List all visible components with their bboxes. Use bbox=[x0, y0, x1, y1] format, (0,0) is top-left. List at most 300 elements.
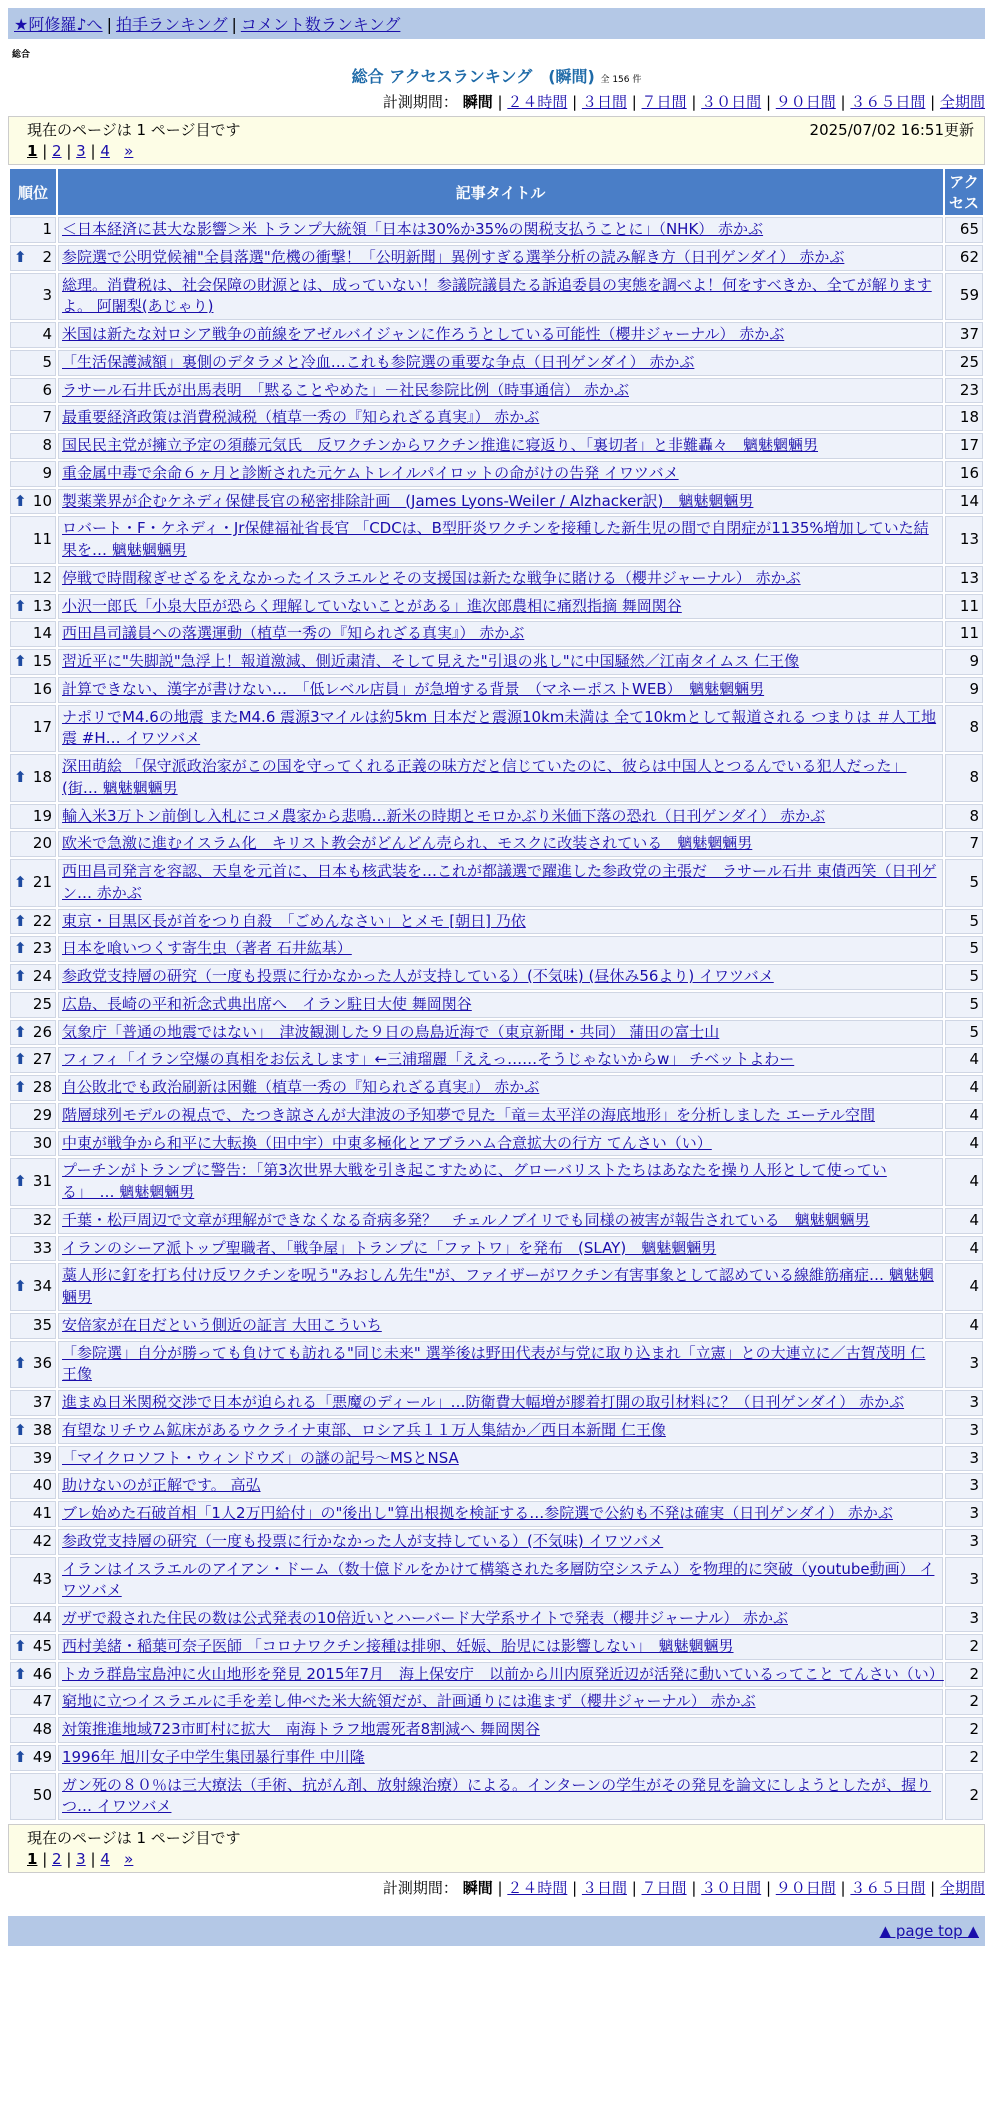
title-cell bbox=[58, 1606, 943, 1632]
updated-timestamp: 2025/07/02 16:51更新 bbox=[809, 121, 974, 139]
rank-number: 25 bbox=[32, 994, 52, 1013]
access-count: 4 bbox=[945, 1158, 983, 1206]
rank-number: 21 bbox=[32, 872, 52, 891]
title-cell bbox=[58, 350, 943, 376]
article-title-link[interactable]: 小沢一郎氏「小泉大臣が恐らく理解していないことがある」進次郎農相に痛烈指摘 舞岡関谷 bbox=[62, 596, 682, 615]
table-row bbox=[10, 964, 983, 990]
title-cell bbox=[58, 1103, 943, 1129]
rank-number: 12 bbox=[32, 568, 52, 587]
title-cell bbox=[58, 461, 943, 487]
rank-cell bbox=[10, 1103, 56, 1129]
page-top-link[interactable]: ▲ page top ▲ bbox=[879, 1922, 979, 1940]
article-title-link[interactable]: 参政党支持層の研究（一度も投票に行かなかった人が支持している）(不気味) イワツバメ bbox=[62, 1531, 664, 1550]
rank-up-arrow-icon: ⬆ bbox=[14, 1172, 27, 1191]
rank-cell bbox=[10, 1236, 56, 1262]
rank-cell bbox=[10, 1606, 56, 1632]
access-count: 4 bbox=[945, 1131, 983, 1157]
rank-number: 10 bbox=[32, 491, 52, 510]
rank-number: 31 bbox=[32, 1172, 52, 1191]
rank-number: 15 bbox=[32, 652, 52, 670]
access-count: 13 bbox=[945, 566, 983, 592]
rank-cell bbox=[10, 1745, 56, 1771]
article-title-link[interactable]: 1996年 旭川女子中学生集団暴行事件 中川隆 bbox=[62, 1747, 365, 1766]
article-title-link[interactable]: 安倍家が在日だという側近の証言 大田こういち bbox=[62, 1315, 382, 1334]
rank-number: 4 bbox=[42, 325, 52, 343]
rank-number: 39 bbox=[32, 1448, 52, 1467]
rank-cell bbox=[10, 1020, 56, 1046]
header-title: 記事タイトル bbox=[58, 169, 943, 215]
access-count: 4 bbox=[945, 1263, 983, 1311]
period-link-30d-bottom[interactable]: ３０日間 bbox=[701, 1879, 762, 1897]
page-link-3-bottom[interactable]: 3 bbox=[76, 1850, 86, 1868]
table-row bbox=[10, 378, 983, 404]
rank-cell bbox=[10, 1689, 56, 1715]
ranking-title-text: 総合 アクセスランキング (瞬間) bbox=[351, 67, 595, 86]
rank-up-arrow-icon: ⬆ bbox=[14, 247, 27, 266]
rank-number: 7 bbox=[42, 408, 52, 427]
rank-number: 38 bbox=[32, 1420, 52, 1439]
table-row bbox=[10, 1390, 983, 1416]
rank-number: 49 bbox=[32, 1747, 52, 1766]
rank-up-arrow-icon: ⬆ bbox=[14, 967, 27, 985]
access-count: 4 bbox=[945, 1047, 983, 1073]
rank-cell bbox=[10, 705, 56, 753]
period-link-7d[interactable]: ７日間 bbox=[641, 93, 687, 111]
rank-number: 9 bbox=[42, 463, 52, 482]
page-current: 1 bbox=[27, 142, 38, 160]
table-row bbox=[10, 1103, 983, 1129]
rank-up-arrow-icon: ⬆ bbox=[14, 1050, 27, 1069]
article-title-link[interactable]: 進まぬ日米関税交渉で日本が迫られる「悪魔のディール」…防衛費大幅増が膠着打開の取引材料に？（日刊ゲンダイ） 赤かぶ bbox=[62, 1393, 905, 1411]
article-title-link[interactable]: 西村美緒・稲葉可奈子医師 「コロナワクチン接種は排卵、妊娠、胎児には影響しない」 魑魅魍魎男 bbox=[62, 1636, 734, 1655]
table-row bbox=[10, 350, 983, 376]
header-rank: 順位 bbox=[10, 169, 56, 215]
article-title-link[interactable]: 「参院選」自分が勝っても負けても訪れる"同じ未来" 選挙後は野田代表が与党に取り込まれ「立憲」との大連立に／古賀茂明 仁王像 bbox=[62, 1343, 926, 1384]
article-title-link[interactable]: イランのシーア派トップ聖職者、「戦争屋」トランプに「ファトワ」を発布 (SLAY) 魑魅魍魎男 bbox=[62, 1238, 717, 1257]
access-count: 18 bbox=[945, 405, 983, 431]
table-row bbox=[10, 677, 983, 703]
period-link-3d[interactable]: ３日間 bbox=[581, 93, 627, 111]
rank-cell bbox=[10, 1557, 56, 1605]
article-title-link[interactable]: 最重要経済政策は消費税減税（植草一秀の『知られざる真実』） 赤かぶ bbox=[62, 408, 540, 427]
table-header-row bbox=[10, 169, 983, 215]
article-title-link[interactable]: トカラ群島宝島沖に火山地形を発見 2015年7月 海上保安庁 以前から川内原発近辺が活発に動いているってこと てんさい（い） bbox=[62, 1664, 944, 1683]
table-row bbox=[10, 1557, 983, 1605]
table-row bbox=[10, 1047, 983, 1073]
page-link-4-bottom[interactable]: 4 bbox=[100, 1850, 110, 1868]
article-title-link[interactable]: ＜日本経済に甚大な影響＞米 トランプ大統領「日本は30%か35%の関税支払うことに」（NHK） 赤かぶ bbox=[62, 220, 764, 238]
rank-cell bbox=[10, 516, 56, 564]
article-title-link[interactable]: 参院選で公明党候補"全員落選"危機の衝撃！「公明新聞」異例すぎる選挙分析の読み解き方（日刊ゲンダイ） 赤かぶ bbox=[62, 247, 845, 266]
period-link-90d-bottom[interactable]: ９０日間 bbox=[775, 1879, 836, 1897]
title-cell bbox=[58, 1418, 943, 1444]
rank-up-arrow-icon: ⬆ bbox=[14, 1277, 27, 1296]
period-link-3d-bottom[interactable]: ３日間 bbox=[581, 1879, 627, 1897]
rank-up-arrow-icon: ⬆ bbox=[14, 652, 27, 670]
table-row bbox=[10, 1745, 983, 1771]
period-link-30d[interactable]: ３０日間 bbox=[701, 93, 762, 111]
title-cell bbox=[58, 1473, 943, 1499]
rank-cell bbox=[10, 1529, 56, 1555]
ranking-table bbox=[8, 167, 985, 1822]
table-row bbox=[10, 1634, 983, 1660]
article-title-link[interactable]: 「生活保護減額」裏側のデタラメと冷血…これも参院選の重要な争点（日刊ゲンダイ） 赤かぶ bbox=[62, 352, 695, 371]
rank-up-arrow-icon: ⬆ bbox=[14, 1354, 27, 1373]
rank-cell bbox=[10, 754, 56, 802]
article-title-link[interactable]: ロバート・F・ケネディ・Jr保健福祉省長官 「CDCは、B型肝炎ワクチンを接種した新生児の間で自閉症が1135%増加していた結果を… 魑魅魍魎男 bbox=[62, 519, 929, 559]
article-title-link[interactable]: 米国は新たな対ロシア戦争の前線をアゼルバイジャンに作ろうとしている可能性（櫻井ジャーナル） 赤かぶ bbox=[62, 325, 785, 343]
access-count: 3 bbox=[945, 1418, 983, 1444]
rank-cell bbox=[10, 217, 56, 243]
article-title-link[interactable]: ガン死の８０％は三大療法（手術、抗がん剤、放射線治療）による。インターンの学生がその発見を論文にしようとしたが、握りつ… イワツバメ bbox=[62, 1775, 932, 1816]
rank-cell bbox=[10, 649, 56, 675]
title-cell bbox=[58, 594, 943, 620]
table-row bbox=[10, 594, 983, 620]
page-info-text: 現在のページは 1 ページ目です bbox=[27, 121, 241, 139]
rank-cell bbox=[10, 273, 56, 321]
article-title-link[interactable]: フィフィ「イラン空爆の真相をお伝えします」←三浦瑠麗「ええっ……そうじゃないからw」 チベットよわー bbox=[62, 1050, 795, 1069]
rank-up-arrow-icon: ⬆ bbox=[14, 1747, 27, 1766]
title-cell bbox=[58, 489, 943, 515]
title-cell bbox=[58, 322, 943, 348]
access-count: 4 bbox=[945, 1313, 983, 1339]
table-row bbox=[10, 516, 983, 564]
access-count: 2 bbox=[945, 1634, 983, 1660]
table-row bbox=[10, 936, 983, 962]
rank-number: 18 bbox=[32, 767, 52, 786]
rank-up-arrow-icon: ⬆ bbox=[14, 596, 27, 615]
rank-cell bbox=[10, 1501, 56, 1527]
rank-cell bbox=[10, 405, 56, 431]
title-cell bbox=[58, 859, 943, 907]
period-link-24h[interactable]: ２４時間 bbox=[507, 93, 568, 111]
rank-number: 16 bbox=[32, 679, 52, 698]
article-title-link[interactable]: 窮地に立つイスラエルに手を差し伸べた米大統領だが、計画通りには進まず（櫻井ジャーナル） 赤かぶ bbox=[62, 1692, 756, 1711]
table-row bbox=[10, 566, 983, 592]
access-count: 9 bbox=[945, 677, 983, 703]
rank-number: 8 bbox=[42, 436, 52, 454]
title-cell bbox=[58, 1131, 943, 1157]
access-count: 8 bbox=[945, 754, 983, 802]
rank-up-arrow-icon: ⬆ bbox=[14, 1636, 27, 1655]
article-title-link[interactable]: 参政党支持層の研究（一度も投票に行かなかった人が支持している）(不気味) (昼休み56より) イワツバメ bbox=[62, 967, 774, 985]
article-title-link[interactable]: 気象庁「普通の地震ではない」 津波観測した９日の鳥島近海で（東京新聞・共同） 蒲田の富士山 bbox=[62, 1022, 720, 1041]
table-row bbox=[10, 489, 983, 515]
article-title-link[interactable]: プーチンがトランプに警告：「第3次世界大戦を引き起こすために、グローバリストたちはあなたを操り人形として使っている」 … 魑魅魍魎男 bbox=[62, 1161, 887, 1201]
table-row bbox=[10, 1313, 983, 1339]
page bbox=[8, 0, 985, 1946]
title-cell bbox=[58, 804, 943, 830]
rank-cell bbox=[10, 1075, 56, 1101]
nav-link-clap-ranking[interactable]: 拍手ランキング bbox=[115, 15, 228, 34]
rank-number: 37 bbox=[32, 1393, 52, 1411]
title-cell bbox=[58, 1662, 943, 1688]
page-current-bottom: 1 bbox=[27, 1850, 38, 1868]
article-title-link[interactable]: 日本を喰いつくす寄生虫（著者 石井紘基） bbox=[62, 939, 352, 958]
rank-number: 36 bbox=[32, 1354, 52, 1373]
access-count: 13 bbox=[945, 516, 983, 564]
access-count: 7 bbox=[945, 831, 983, 857]
access-count: 3 bbox=[945, 1341, 983, 1389]
rank-cell bbox=[10, 909, 56, 935]
table-row bbox=[10, 909, 983, 935]
bottom-bar bbox=[8, 1916, 985, 1946]
rank-number: 14 bbox=[32, 624, 52, 643]
title-cell bbox=[58, 1390, 943, 1416]
page-link-2-bottom[interactable]: 2 bbox=[52, 1850, 62, 1868]
rank-number: 6 bbox=[42, 380, 52, 399]
article-title-link[interactable]: 広島、長崎の平和祈念式典出席へ イラン駐日大使 舞岡関谷 bbox=[62, 994, 472, 1013]
table-row bbox=[10, 322, 983, 348]
table-row bbox=[10, 1236, 983, 1262]
table-row bbox=[10, 1131, 983, 1157]
nav-link-comment-ranking[interactable]: コメント数ランキング bbox=[240, 15, 401, 34]
title-cell bbox=[58, 1313, 943, 1339]
header-access: アクセス bbox=[945, 169, 983, 215]
page-next-link[interactable]: » bbox=[124, 142, 134, 160]
rank-up-arrow-icon: ⬆ bbox=[14, 939, 27, 958]
rank-cell bbox=[10, 566, 56, 592]
table-row bbox=[10, 217, 983, 243]
rank-up-arrow-icon: ⬆ bbox=[14, 491, 27, 510]
rank-number: 33 bbox=[32, 1238, 52, 1257]
table-row bbox=[10, 1773, 983, 1821]
rank-cell bbox=[10, 804, 56, 830]
title-cell bbox=[58, 405, 943, 431]
period-selector-top: 計測期間： 瞬間 | ２４時間 | ３日間 | ７日間 | ３０日間 | ９０日間 | ３６５日間 | 全期間 bbox=[382, 93, 985, 111]
period-current-bottom: 瞬間 bbox=[462, 1879, 493, 1897]
article-title-link[interactable]: 重金属中毒で余命６ヶ月と診断された元ケムトレイルパイロットの命がけの告発 イワツバメ bbox=[62, 463, 679, 482]
access-count: 5 bbox=[945, 909, 983, 935]
title-cell bbox=[58, 1208, 943, 1234]
rank-cell bbox=[10, 350, 56, 376]
article-title-link[interactable]: 有望なリチウム鉱床があるウクライナ東部、ロシア兵１１万人集結か／西日本新聞 仁王像 bbox=[62, 1420, 666, 1439]
table-row bbox=[10, 649, 983, 675]
article-title-link[interactable]: 停戦で時間稼ぎせざるをえなかったイスラエルとその支援国は新たな戦争に賭ける（櫻井ジャーナル） 赤かぶ bbox=[62, 568, 801, 587]
article-title-link[interactable]: 西田昌司発言を容認、天皇を元首に、日本も核武装を…これが都議選で躍進した参政党の主張だ ラサール石井 東債西笑（日刊ゲン… 赤かぶ bbox=[62, 862, 937, 902]
rank-number: 5 bbox=[42, 352, 52, 371]
period-link-all[interactable]: 全期間 bbox=[939, 93, 985, 111]
title-cell bbox=[58, 1689, 943, 1715]
rank-number: 47 bbox=[32, 1692, 52, 1711]
title-cell bbox=[58, 677, 943, 703]
article-title-link[interactable]: 自公敗北でも政治刷新は困難（植草一秀の『知られざる真実』） 赤かぶ bbox=[62, 1078, 540, 1096]
rank-up-arrow-icon: ⬆ bbox=[14, 1420, 27, 1439]
table-row bbox=[10, 1158, 983, 1206]
rank-number: 23 bbox=[32, 939, 52, 958]
rank-cell bbox=[10, 992, 56, 1018]
table-row bbox=[10, 1208, 983, 1234]
access-count: 5 bbox=[945, 992, 983, 1018]
rank-cell bbox=[10, 1473, 56, 1499]
article-title-link[interactable]: ラサール石井氏が出馬表明 「黙ることやめた」－社民参院比例（時事通信） 赤かぶ bbox=[62, 380, 629, 399]
rank-number: 11 bbox=[32, 530, 52, 549]
title-cell bbox=[58, 516, 943, 564]
ranking-table-body bbox=[10, 217, 983, 1820]
article-title-link[interactable]: ナポリでM4.6の地震 またM4.6 震源3マイルは約5km 日本だと震源10km未満は 全て10kmとして報道される つまりは ＃人工地震 #H… イワツバメ bbox=[62, 707, 937, 748]
title-cell bbox=[58, 1236, 943, 1262]
title-cell bbox=[58, 1501, 943, 1527]
table-row bbox=[10, 1689, 983, 1715]
article-title-link[interactable]: 階層球列モデルの視点で、たつき諒さんが大津波の予知夢で見た「竜＝太平洋の海底地形」を分析しました エーテル空間 bbox=[62, 1105, 875, 1124]
article-title-link[interactable]: 欧米で急激に進むイスラム化 キリスト教会がどんどん売られ、モスクに改装されている 魑魅魍魎男 bbox=[62, 834, 753, 853]
access-count: 65 bbox=[945, 217, 983, 243]
table-row bbox=[10, 433, 983, 459]
rank-number: 13 bbox=[32, 596, 52, 615]
article-title-link[interactable]: 深田萌絵 「保守派政治家がこの国を守ってくれる正義の味方だと信じていたのに、彼らは中国人とつるんでいる犯人だった」(街… 魑魅魍魎男 bbox=[62, 757, 907, 797]
access-count: 4 bbox=[945, 1208, 983, 1234]
access-count: 2 bbox=[945, 1745, 983, 1771]
rank-number: 20 bbox=[32, 834, 52, 853]
ranking-count: 全 156 件 bbox=[600, 75, 642, 85]
article-title-link[interactable]: 総理。消費税は、社会保障の財源とは、成っていない！参議院議員たる訴追委員の実態を調べよ！何をすべきか、全てが解りますよ。 阿闍梨(あじゃり) bbox=[62, 275, 932, 316]
rank-cell bbox=[10, 1047, 56, 1073]
title-cell bbox=[58, 566, 943, 592]
rank-number: 27 bbox=[32, 1050, 52, 1069]
rank-cell bbox=[10, 322, 56, 348]
title-cell bbox=[58, 705, 943, 753]
period-link-90d[interactable]: ９０日間 bbox=[775, 93, 836, 111]
rank-number: 30 bbox=[32, 1133, 52, 1152]
period-selector-bottom: 計測期間： 瞬間 | ２４時間 | ３日間 | ７日間 | ３０日間 | ９０日間 | ３６５日間 | 全期間 bbox=[382, 1879, 985, 1897]
rank-number: 28 bbox=[32, 1078, 52, 1096]
table-row bbox=[10, 859, 983, 907]
article-title-link[interactable]: 計算できない、漢字が書けない… 「低レベル店員」が急増する背景 （マネーポストWEB） 魑魅魍魎男 bbox=[62, 679, 765, 698]
rank-cell bbox=[10, 1390, 56, 1416]
rank-cell bbox=[10, 1446, 56, 1472]
access-count: 5 bbox=[945, 1020, 983, 1046]
page-next-link-bottom[interactable]: » bbox=[124, 1850, 134, 1868]
article-title-link[interactable]: 対策推進地域723市町村に拡大 南海トラフ地震死者8割減へ 舞岡関谷 bbox=[62, 1720, 540, 1738]
rank-up-arrow-icon: ⬆ bbox=[14, 1664, 27, 1683]
period-link-365d-bottom[interactable]: ３６５日間 bbox=[850, 1879, 926, 1897]
access-count: 3 bbox=[945, 1529, 983, 1555]
access-count: 23 bbox=[945, 378, 983, 404]
rank-number: 46 bbox=[32, 1664, 52, 1683]
article-title-link[interactable]: 藁人形に釘を打ち付け反ワクチンを呪う"みおしん先生"が、ファイザーがワクチン有害事象として認めている線維筋痛症… 魑魅魍魎男 bbox=[62, 1266, 934, 1306]
title-cell bbox=[58, 1075, 943, 1101]
title-cell bbox=[58, 964, 943, 990]
rank-number: 19 bbox=[32, 806, 52, 825]
rank-cell bbox=[10, 1208, 56, 1234]
period-link-365d[interactable]: ３６５日間 bbox=[850, 93, 926, 111]
page-link-4[interactable]: 4 bbox=[100, 142, 110, 160]
article-title-link[interactable]: 中東が戦争から和平に大転換（田中宇）中東多極化とアブラハム合意拡大の行方 てんさい（い） bbox=[62, 1133, 712, 1152]
access-count: 3 bbox=[945, 1446, 983, 1472]
table-row bbox=[10, 1662, 983, 1688]
article-title-link[interactable]: 東京・目黒区長が首をつり自殺 「ごめんなさい」とメモ [朝日] 乃依 bbox=[62, 911, 526, 930]
access-count: 59 bbox=[945, 273, 983, 321]
period-link-7d-bottom[interactable]: ７日間 bbox=[641, 1879, 687, 1897]
rank-number: 34 bbox=[32, 1277, 52, 1296]
access-count: 11 bbox=[945, 621, 983, 647]
title-cell bbox=[58, 1745, 943, 1771]
access-count: 3 bbox=[945, 1390, 983, 1416]
table-row bbox=[10, 705, 983, 753]
rank-cell bbox=[10, 594, 56, 620]
rank-number: 41 bbox=[32, 1504, 52, 1522]
rank-cell bbox=[10, 378, 56, 404]
access-count: 4 bbox=[945, 1236, 983, 1262]
page-link-2[interactable]: 2 bbox=[52, 142, 62, 160]
table-row bbox=[10, 1446, 983, 1472]
table-row bbox=[10, 1529, 983, 1555]
access-count: 2 bbox=[945, 1773, 983, 1821]
access-count: 37 bbox=[945, 322, 983, 348]
rank-number: 42 bbox=[32, 1531, 52, 1550]
category-label: 総合 bbox=[12, 50, 31, 60]
rank-up-arrow-icon: ⬆ bbox=[14, 911, 27, 930]
article-title-link[interactable]: 製薬業界が企むケネディ保健長官の秘密排除計画 (James Lyons-Weiler / Alzhacker訳) 魑魅魍魎男 bbox=[62, 491, 754, 510]
pagination-bottom: 1 | 2 | 3 | 4 » bbox=[27, 1850, 134, 1868]
article-title-link[interactable]: ブレ始めた石破首相「1人2万円給付」の"後出し"算出根拠を検証する…参院選で公約も不発は確実（日刊ゲンダイ） 赤かぶ bbox=[62, 1504, 893, 1522]
nav-link-asyura[interactable]: ★阿修羅♪へ bbox=[14, 15, 103, 34]
rank-cell bbox=[10, 1634, 56, 1660]
rank-up-arrow-icon: ⬆ bbox=[14, 1022, 27, 1041]
title-cell bbox=[58, 1020, 943, 1046]
period-link-24h-bottom[interactable]: ２４時間 bbox=[507, 1879, 568, 1897]
table-row bbox=[10, 754, 983, 802]
access-count: 5 bbox=[945, 936, 983, 962]
rank-cell bbox=[10, 1418, 56, 1444]
title-cell bbox=[58, 1158, 943, 1206]
table-row bbox=[10, 1418, 983, 1444]
title-cell bbox=[58, 831, 943, 857]
rank-number: 1 bbox=[42, 220, 52, 238]
rank-number: 29 bbox=[32, 1105, 52, 1124]
title-cell bbox=[58, 649, 943, 675]
article-title-link[interactable]: ガザで殺された住民の数は公式発表の10倍近いとハーバード大学系サイトで発表（櫻井ジャーナル） 赤かぶ bbox=[62, 1609, 789, 1627]
rank-cell bbox=[10, 1341, 56, 1389]
access-count: 5 bbox=[945, 964, 983, 990]
page-link-3[interactable]: 3 bbox=[76, 142, 86, 160]
access-count: 17 bbox=[945, 433, 983, 459]
rank-cell bbox=[10, 1717, 56, 1743]
article-title-link[interactable]: 西田昌司議員への落選運動（植草一秀の『知られざる真実』） 赤かぶ bbox=[62, 624, 525, 643]
article-title-link[interactable]: 助けないのが正解です。 高弘 bbox=[62, 1476, 261, 1495]
period-current: 瞬間 bbox=[462, 93, 493, 111]
access-count: 3 bbox=[945, 1557, 983, 1605]
title-cell bbox=[58, 909, 943, 935]
rank-cell bbox=[10, 1662, 56, 1688]
title-cell bbox=[58, 1263, 943, 1311]
period-link-all-bottom[interactable]: 全期間 bbox=[939, 1879, 985, 1897]
table-row bbox=[10, 804, 983, 830]
rank-cell bbox=[10, 1773, 56, 1821]
access-count: 3 bbox=[945, 1473, 983, 1499]
rank-cell bbox=[10, 936, 56, 962]
rank-number: 32 bbox=[32, 1210, 52, 1229]
article-title-link[interactable]: イランはイスラエルのアイアン・ドーム（数十億ドルをかけて構築された多層防空システム）を物理的に突破（youtube動画） イワツバメ bbox=[62, 1559, 935, 1600]
article-title-link[interactable]: 習近平に"失脚説"急浮上！報道激減、側近粛清、そして見えた"引退の兆し"に中国騒然／江南タイムス 仁王像 bbox=[62, 652, 800, 670]
title-cell bbox=[58, 1634, 943, 1660]
table-row bbox=[10, 1020, 983, 1046]
article-title-link[interactable]: 「マイクロソフト・ウィンドウズ」の謎の記号～MSとNSA bbox=[62, 1448, 459, 1467]
table-row bbox=[10, 1717, 983, 1743]
table-row bbox=[10, 621, 983, 647]
table-row bbox=[10, 273, 983, 321]
table-row bbox=[10, 461, 983, 487]
access-count: 25 bbox=[945, 350, 983, 376]
page-info-bottom bbox=[8, 1824, 985, 1873]
access-count: 2 bbox=[945, 1689, 983, 1715]
article-title-link[interactable]: 千葉・松戸周辺で文章が理解ができなくなる奇病多発？ チェルノブイリでも同様の被害が報告されている 魑魅魍魎男 bbox=[62, 1210, 870, 1229]
table-row bbox=[10, 1501, 983, 1527]
rank-cell bbox=[10, 489, 56, 515]
table-row bbox=[10, 245, 983, 271]
article-title-link[interactable]: 輸入米3万トン前倒し入札にコメ農家から悲鳴…新米の時期とモロかぶり米価下落の恐れ（日刊ゲンダイ） 赤かぶ bbox=[62, 806, 826, 825]
article-title-link[interactable]: 国民民主党が擁立予定の須藤元気氏 反ワクチンからワクチン推進に寝返り、「裏切者」と非難轟々 魑魅魍魎男 bbox=[62, 436, 819, 454]
